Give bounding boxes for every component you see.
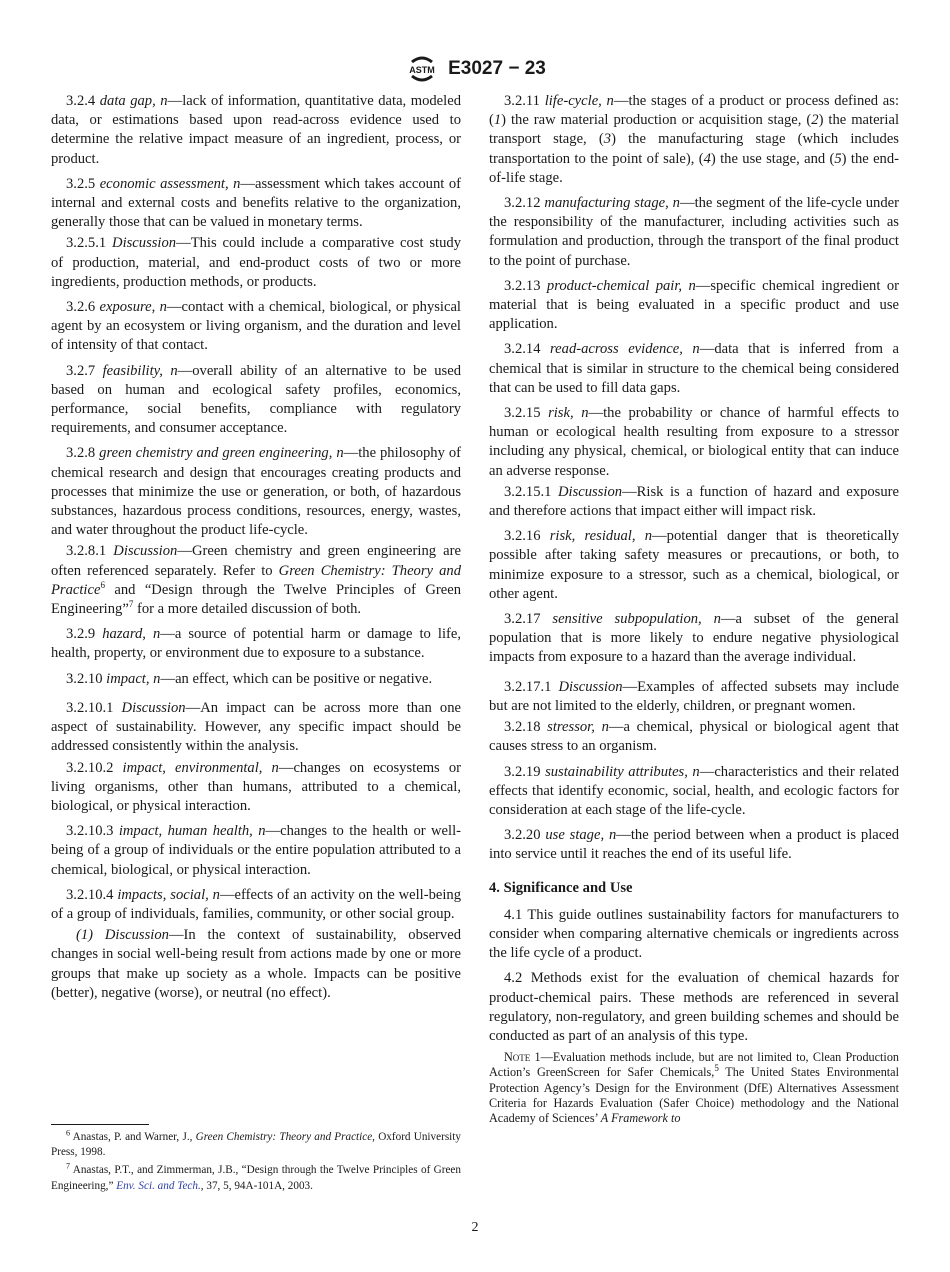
paragraph-4-1: 4.1 This guide outlines sustainability factors for manufacturers to consider when comparing alternative chemicals or ingredients across the life cycle of a product.: [489, 906, 899, 962]
definition-3-2-13: 3.2.13 product-chemical pair, n—specific chemical ingredient or material that is being evaluated in a specific product and use application.: [489, 277, 899, 333]
definition-3-2-11: 3.2.11 life-cycle, n—the stages of a product or process defined as: (1) the raw material production or acquisition stage, (2) the material transport stage, (3) the manufacturing stage (which includes transportation to the point of sale), (4) the use stage, and (5) the end-of-life stage.: [489, 93, 900, 186]
definition-3-2-19: 3.2.19 sustainability attributes, n—characteristics and their related effects that identify economic, social, health, and ecologic factors for consideration at each stage of the life-cycle.: [489, 763, 899, 818]
definition-3-2-4: 3.2.4 data gap, n—lack of information, quantitative data, modeled data, or estimations based upon read-across evidence used to determine the relative impact measure of an ingredient, process, or product.: [51, 93, 461, 167]
definition-3-2-9: 3.2.9 hazard, n—a source of potential harm or damage to life, health, property, or environment due to exposure to a substance.: [51, 626, 461, 662]
footnote-ref-6: 6: [100, 580, 105, 591]
definition-3-2-12: 3.2.12 manufacturing stage, n—the segment of the life-cycle under the responsibility of the manufacturer, including activities such as formulation and production, through the transport of the final product to the point of purchase.: [489, 195, 899, 269]
discussion-3-2-5-1: 3.2.5.1 Discussion—This could include a comparative cost study of production, material, and end-product costs of two or more ingredients, production methods, or products.: [51, 235, 461, 290]
definition-3-2-5: 3.2.5 economic assessment, n—assessment which takes account of internal and external costs and benefits relative to the organization, generally those that can be valued in monetary terms.: [51, 175, 461, 231]
definition-3-2-20: 3.2.20 use stage, n—the period between when a product is placed into service until it reaches the end of its useful life.: [489, 827, 899, 863]
right-column: [489, 92, 899, 1126]
footnote-ref-5: 5: [714, 1063, 719, 1074]
footnote-ref-7: 7: [128, 599, 134, 610]
discussion-3-2-10-4-1: (1) Discussion—In the context of sustainability, observed changes in social well-being result from actions made by one or more groups that make up society as a whole. Impacts can be positive (better), negative (worse), or neutral (no effect).: [51, 927, 461, 1001]
definition-3-2-6: 3.2.6 exposure, n—contact with a chemical, biological, or physical agent by an ecosystem or living organism, and the duration and level of intensity of that contact.: [51, 299, 461, 354]
definition-3-2-7: 3.2.7 feasibility, n—overall ability of an alternative to be used based on human and ecological safety profiles, economics, performance, social benefits, compliance with regulatory requirements, and consumer acceptance.: [51, 362, 461, 437]
discussion-3-2-10-1: 3.2.10.1 Discussion—An impact can be across more than one aspect of sustainability. However, any specific impact should be addressed consistently within the analysis.: [51, 699, 461, 755]
note-1: Note 1—Evaluation methods include, but are not limited to, Clean Production Action’s GreenScreen for Safer Chemicals,$^5$ The United States Environmental Protection Agency’s Design for the Environment (DfE) Alternatives Assessment Criteria for Hazards Evaluation (Safer Choice) methodology and the National Academy of Sciences’ A Framework to: [489, 1050, 900, 1125]
discussion-3-2-8-1: 3.2.8.1 Discussion—Green chemistry and green engineering are often referenced separately. Refer to Green Chemistry: Theory and Practice$^6$ and “Design through the Twelve Principles of Green Engineering”$^7$ for a more detailed discussion of both.: [51, 543, 461, 618]
logo-text: ASTM: [409, 65, 435, 75]
definition-3-2-8: 3.2.8 green chemistry and green engineering, n—the philosophy of chemical research and design that encourages creating products and processes that minimize the use or generation, or both, of hazardous substances, hazardous process conditions, resources, energy, wastes, and water throughout the product life-cycle.: [51, 445, 461, 539]
discussion-3-2-17-1: 3.2.17.1 Discussion—Examples of affected subsets may include but are not limited to the elderly, children, or pregnant women.: [489, 678, 899, 714]
journal-link[interactable]: Env. Sci. and Tech.: [116, 1179, 201, 1192]
definition-3-2-14: 3.2.14 read-across evidence, n—data that is inferred from a chemical that is similar in structure to the chemical being considered that can be used to fill data gaps.: [489, 341, 899, 396]
standard-designation: E3027 − 23: [448, 58, 546, 79]
page-number: 2: [471, 1220, 479, 1235]
footnotes: [51, 1130, 461, 1197]
definition-3-2-16: 3.2.16 risk, residual, n—potential danger that is theoretically possible after taking safety measures or precautions, or both, to minimize exposure to a stressor, such as a chemical, biological, or other agent.: [489, 528, 899, 602]
section-heading-4: 4. Significance and Use: [489, 879, 633, 896]
definition-3-2-10-2: 3.2.10.2 impact, environmental, n—changes on ecosystems or living organisms, other than humans, attributed to a chemical, biological, or physical interaction.: [51, 759, 461, 814]
page-header: [0, 52, 950, 86]
footnote-divider: [51, 1124, 149, 1125]
footnote-7: $^7$ Anastas, P.T., and Zimmerman, J.B., “Design through the Twelve Principles of Green Engineering,” Env. Sci. and Tech., 37, 5, 94A-101A, 2003.: [51, 1161, 461, 1192]
footnote-6: $^6$ Anastas, P. and Warner, J., Green Chemistry: Theory and Practice, Oxford University Press, 1998.: [51, 1128, 461, 1159]
paragraph-4-2: 4.2 Methods exist for the evaluation of chemical hazards for product-chemical pairs. These methods are referenced in several regulatory, non-regulatory, and green building schemes and should be conducted as part of an analysis of this type.: [489, 970, 899, 1044]
definition-3-2-10-3: 3.2.10.3 impact, human health, n—changes to the health or well-being of a group of individuals or the entire population attributed to a chemical, biological, or physical interaction.: [51, 823, 461, 878]
left-column: [51, 92, 461, 1003]
definition-3-2-18: 3.2.18 stressor, n—a chemical, physical or biological agent that causes stress to an organism.: [489, 719, 899, 755]
discussion-3-2-15-1: 3.2.15.1 Discussion—Risk is a function of hazard and exposure and therefore actions that impact either will impact risk.: [489, 483, 899, 520]
astm-logo-icon: [404, 52, 440, 86]
definition-3-2-15: 3.2.15 risk, n—the probability or chance of harmful effects to human or ecological health resulting from exposure to a stressor including any physical, chemical, or biological entity that can induce an adverse response.: [489, 405, 900, 479]
definition-3-2-17: 3.2.17 sensitive subpopulation, n—a subset of the general population that is more likely to endure negative physiological impacts from exposure to a hazard than the average individual.: [489, 611, 899, 666]
definition-3-2-10-4: 3.2.10.4 impacts, social, n—effects of an activity on the well-being of a group of individuals, families, community, or other social group.: [51, 886, 461, 922]
definition-3-2-10: 3.2.10 impact, n—an effect, which can be positive or negative.: [66, 670, 433, 687]
